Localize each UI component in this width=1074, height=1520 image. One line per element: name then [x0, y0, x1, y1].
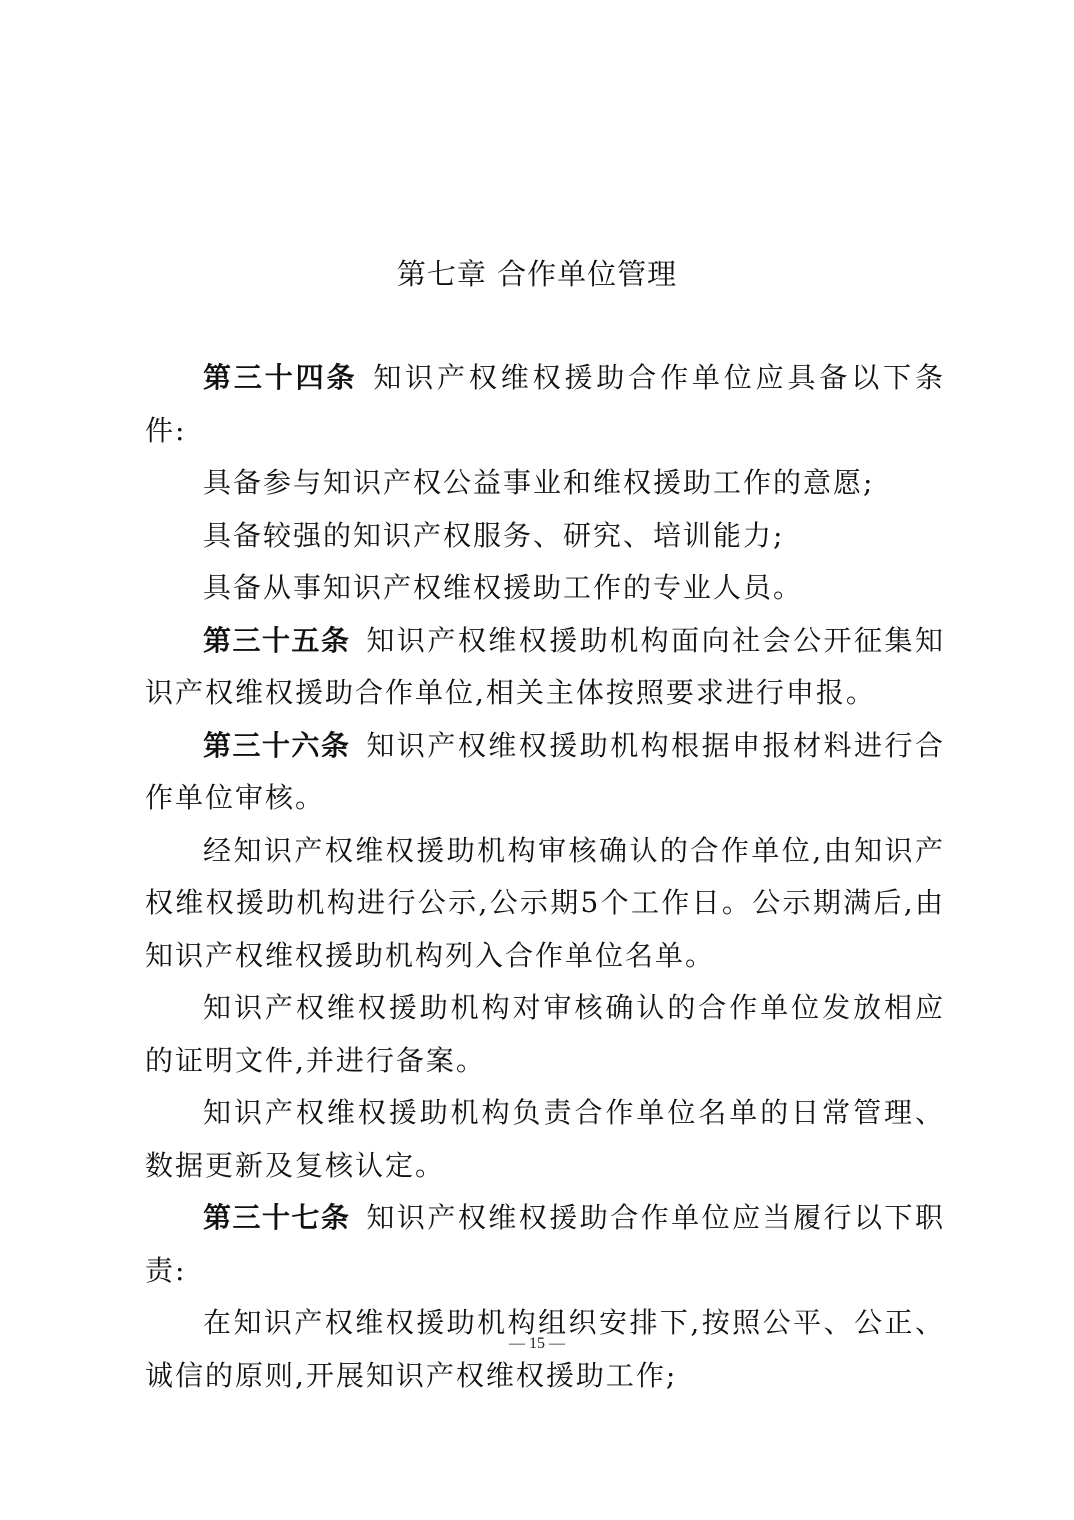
paragraph-article-35 [145, 615, 945, 720]
chapter-title: 第七章 合作单位管理 [396, 257, 678, 291]
paragraph-text: 知识产权维权援助合作单位应当履行以下职责: [145, 1201, 945, 1287]
paragraph-condition-1 [145, 457, 945, 510]
paragraph-text: 知识产权维权援助机构根据申报材料进行合作单位审核。 [145, 728, 945, 814]
paragraph-certificate [145, 982, 945, 1087]
paragraph-condition-3 [145, 562, 945, 615]
paragraph-text: 知识产权维权援助合作单位应具备以下条件: [145, 361, 945, 447]
paragraph-article-37 [145, 1192, 945, 1297]
article-number: 第三十五条 [203, 623, 351, 657]
paragraph-text: 具备从事知识产权维权援助工作的专业人员。 [203, 571, 804, 604]
paragraph-text: 知识产权维权援助机构负责合作单位名单的日常管理、数据更新及复核认定。 [145, 1096, 945, 1182]
paragraph-text: 经知识产权维权援助机构审核确认的合作单位,由知识产权维权援助机构进行公示,公示期5个工作日。公示期满后,由知识产权维权援助机构列入合作单位名单。 [145, 833, 945, 972]
paragraph-text: 具备较强的知识产权服务、研究、培训能力; [203, 518, 785, 552]
article-number: 第三十六条 [203, 728, 351, 762]
paragraph-management [145, 1087, 945, 1192]
article-number: 第三十七条 [203, 1201, 351, 1234]
paragraph-article-36 [145, 720, 945, 825]
body-text [145, 352, 945, 1402]
paragraph-text: 知识产权维权援助机构面向社会公开征集知识产权维权援助合作单位,相关主体按照要求进行申报。 [145, 623, 945, 709]
article-number: 第三十四条 [203, 361, 358, 394]
paragraph-article-34 [145, 352, 945, 457]
paragraph-text: 知识产权维权援助机构对审核确认的合作单位发放相应的证明文件,并进行备案。 [145, 991, 945, 1077]
page-number: — 15 — [509, 1335, 565, 1352]
paragraph-text: 具备参与知识产权公益事业和维权援助工作的意愿; [203, 466, 875, 499]
paragraph-text: 在知识产权维权援助机构组织安排下,按照公平、公正、诚信的原则,开展知识产权维权援助工作; [145, 1306, 945, 1392]
paragraph-condition-2 [145, 510, 945, 563]
paragraph-publicity [145, 825, 945, 983]
